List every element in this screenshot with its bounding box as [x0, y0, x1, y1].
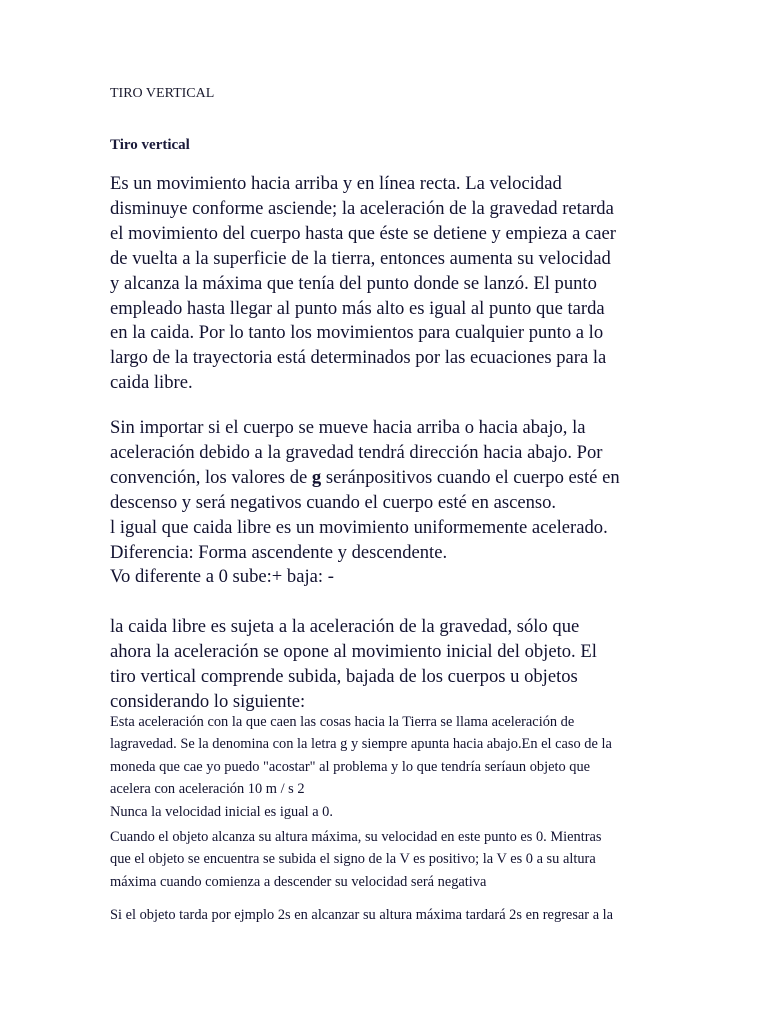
text-line: máxima cuando comienza a descender su velocidad será negativa: [110, 873, 487, 890]
text-line: considerando lo siguiente:: [110, 690, 306, 712]
paragraph-time-example: [110, 904, 613, 926]
text-line-with-symbol: [110, 466, 620, 491]
text-line: Vo diferente a 0 sube:+ baja: -: [110, 566, 334, 588]
text-line: moneda que cae yo puedo "acostar" al problema y lo que tendría seríaun objeto que: [110, 758, 591, 775]
text-line: empleado hasta llegar al punto más alto es igual al punto que tarda: [110, 297, 605, 319]
text-segment: seránpositivos cuando el cuerpo esté en: [321, 466, 620, 488]
paragraph-max-height: [110, 826, 602, 893]
section-heading: Tiro vertical: [110, 137, 190, 153]
paragraph-free-fall: [110, 615, 597, 715]
text-line: y alcanza la máxima que tenía del punto donde se lanzó. El punto: [110, 272, 597, 294]
text-line: Esta aceleración con la que caen las cosas hacia la Tierra se llama aceleración de: [110, 714, 575, 730]
document-title: TIRO VERTICAL: [110, 86, 215, 101]
text-line: de vuelta a la superficie de la tierra, entonces aumenta su velocidad: [110, 247, 611, 269]
text-line: lagravedad. Se la denomina con la letra g y siempre apunta hacia abajo.En el caso de la: [110, 736, 612, 753]
text-line: descenso y será negativos cuando el cuerpo esté en ascenso.: [110, 491, 557, 513]
text-line: caida libre.: [110, 372, 193, 394]
text-segment: convención, los valores de: [110, 466, 312, 488]
text-line: ahora la aceleración se opone al movimiento inicial del objeto. El: [110, 640, 597, 662]
text-line: Nunca la velocidad inicial es igual a 0.: [110, 803, 333, 820]
text-line: el movimiento del cuerpo hasta que éste se detiene y empieza a caer: [110, 222, 616, 244]
text-line: Diferencia: Forma ascendente y descendente.: [110, 541, 448, 563]
text-line: disminuye conforme asciende; la aceleración de la gravedad retarda: [110, 197, 614, 219]
text-line: en la caida. Por lo tanto los movimientos para cualquier punto a lo: [110, 322, 604, 344]
paragraph-definition: [110, 172, 616, 396]
text-line: Si el objeto tarda por ejmplo 2s en alcanzar su altura máxima tardará 2s en regresar a la: [110, 907, 614, 923]
text-line: Sin importar si el cuerpo se mueve hacia arriba o hacia abajo, la: [110, 417, 586, 438]
text-line: que el objeto se encuentra se subida el signo de la V es positivo; la V es 0 a su altura: [110, 851, 596, 868]
text-line: Es un movimiento hacia arriba y en línea recta. La velocidad: [110, 173, 562, 194]
gravity-symbol: g: [311, 466, 322, 488]
paragraph-gravity-direction: [110, 416, 620, 590]
text-line: tiro vertical comprende subida, bajada de los cuerpos u objetos: [110, 665, 578, 687]
text-line: l igual que caida libre es un movimiento uniformemente acelerado.: [110, 516, 608, 538]
text-line: aceleración debido a la gravedad tendrá dirección hacia abajo. Por: [110, 441, 603, 463]
paragraph-acceleration: [110, 711, 612, 823]
text-line: largo de la trayectoria está determinados por las ecuaciones para la: [110, 347, 607, 369]
text-line: acelera con aceleración 10 m / s 2: [110, 781, 305, 798]
text-line: Cuando el objeto alcanza su altura máxima, su velocidad en este punto es 0. Mientras: [110, 829, 602, 845]
text-line: la caida libre es sujeta a la aceleración de la gravedad, sólo que: [110, 616, 580, 637]
